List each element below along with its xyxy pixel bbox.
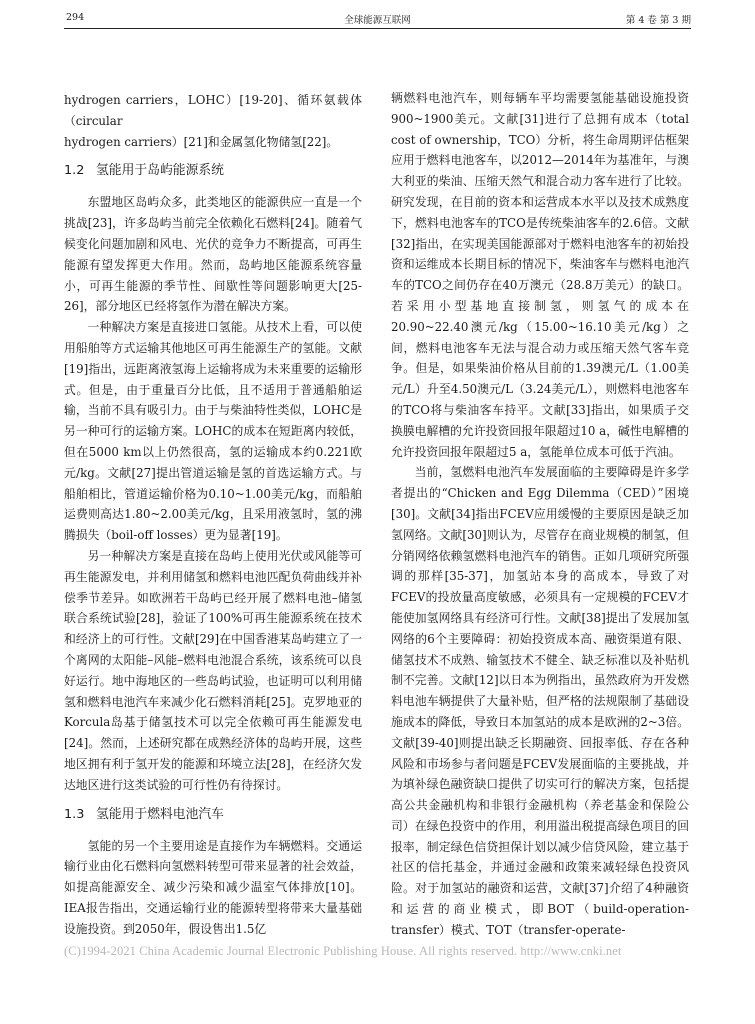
paragraph-continued: 辆燃料电池汽车，则每辆车平均需要氢能基础设施投资900~1900美元。文献[31]进行了总拥有成本（total cost of ownership，TCO）分析，将生命周期评估框架应用于燃料电池客车，以2012—2014年为基准年，与澳大利亚的柴油、压缩天然气和混合动力客车进行了比较。研究发现，在目前的资本和运营成本水平以及技术成熟度下，燃料电池客车的TCO是传统柴油客车的2.6倍。文献[32]指出，在实现美国能源部对于燃料电池客车的初始投资和运维成本长期目标的情况下，柴油客车与燃料电池汽车的TCO之间仍存在40万澳元（28.8万美元）的缺口。若采用小型基地直接制氢，则氢气的成本在20.90~22.40澳元/kg（15.00~16.10美元/kg）之间，燃料电池客车无法与混合动力或压缩天然气客车竞争。但是，如果柴油价格从目前的1.39澳元/L（1.00美元/L）升至4.50澳元/L（3.24美元/L），则燃料电池客车的TCO将与柴油客车持平。文献[33]指出，如果质子交换膜电解槽的允许投资回报年限超过10 a，碱性电解槽的允许投资回报年限超过5 a，氢能单位成本可低于汽油。 [391,91,689,459]
paragraph: 氢能的另一个主要用途是直接作为车辆燃料。交通运输行业由化石燃料向氢燃料转型可带来显著的社会效益，如提高能源安全、减少污染和减少温室气体排放[10]。IEA报告指出，交通运输行业的能源转型将带来大量基础设施投资。到2050年，假设售出1.5亿 [64,838,362,936]
paragraph: 当前，氢燃料电池汽车发展面临的主要障碍是许多学者提出的“Chicken and Egg Dilemma（CED）”困境[30]。文献[34]指出FCEV应用缓慢的主要原因是缺乏加氢网络。文献[30]则认为，尽管存在商业规模的制氢，但分销网络依赖氢燃料电池汽车的销售。正如几项研究所强调的那样[35-37]，加氢站本身的高成本，导致了对FCEV的投放量高度敏感，必须具有一定规模的FCEV才能使加氢网络具有经济可行性。文献[38]提出了发展加氢网络的6个主要障碍：初始投资成本高、融资渠道有限、储氢技术不成熟、输氢技术不健全、缺乏标准以及补贴机制不完善。文献[12]以日本为例指出，虽然政府为开发燃料电池车辆提供了大量补贴，但严格的法规限制了基础设施成本的降低，导致日本加氢站的成本是欧洲的2~3倍。文献[39-40]则提出缺乏长期融资、回报率低、存在各种风险和市场参与者问题是FCEV发展面临的主要挑战，并为填补绿色融资缺口提供了切实可行的解决方案，包括提高公共金融机构和非银行金融机构（养老基金和保险公司）在绿色投资中的作用，利用溢出税提高绿色项目的回报率，制定绿色信贷担保计划以减少信贷风险，建立基于社区的信托基金，并通过金融和政策来减轻绿色投资风险。对于加氢站的融资和运营，文献[37]介绍了4种融资和运营的商业模式，即BOT（build-operation-transfer）模式、TOT（transfer-operate- [391,465,689,937]
section-title: 氢能用于岛屿能源系统 [96,163,224,179]
right-column [391,88,689,941]
journal-title: 全球能源互联网 [344,15,411,26]
section-number: 1.3 [64,806,85,822]
left-column [64,90,362,939]
paragraph: 一种解决方案是直接进口氢能。从技术上看，可以使用船舶等方式运输其他地区可再生能源生产的氢能。文献[19]指出，远距离液氢海上运输将成为未来重要的运输形式。但是，由于重量百分比低，且不适用于普通船舶运输，当前不具有吸引力。由于与柴油特性类似，LOHC是另一种可行的运输方案。LOHC的成本在短距离内较低，但在5000 km以上仍然很高，氢的运输成本约0.221欧元/kg。文献[27]提出管道运输是氢的首选运输方式。与船舶相比，管道运输价格为0.10~1.00美元/kg，而船舶运费则高达1.80~2.00美元/kg，且采用液氢时，氢的沸腾损失（boil-off losses）更为显著[19]。 [64,320,362,543]
copyright-watermark: (C)1994-2021 China Academic Journal Electronic Publishing House. All rights reserved. http://www.cnki.net [64,944,622,958]
header-rule [64,28,691,29]
section-number: 1.2 [64,163,85,179]
intro-line: hydrogen carriers）[21]和金属氢化物储氢[22]。 [64,134,339,149]
intro-line: hydrogen carriers，LOHC）[19-20]、循环氨载体（circular [64,93,362,128]
paragraph: 另一种解决方案是直接在岛屿上使用光伏或风能等可再生能源发电，并利用储氢和燃料电池匹配负荷曲线并补偿季节差异。如欧洲若干岛屿已经开展了燃料电池–储氢联合系统试验[28]，验证了100%可再生能源系统在技术和经济上的可行性。文献[29]在中国香港某岛屿建立了一个离网的太阳能–风能–燃料电池混合系统，该系统可以良好运行。地中海地区的一些岛屿试验，也证明可以利用储氢和燃料电池汽车来减少化石燃料消耗[25]。克罗地亚的Korcula岛基于储氢技术可以完全依赖可再生能源发电[24]。然而，上述研究都在成熟经济体的岛屿开展，这些地区拥有利于氢开发的能源和环境立法[28]，在经济欠发达地区进行这类试验的可行性仍有待探讨。 [64,548,362,792]
paragraph: 东盟地区岛屿众多，此类地区的能源供应一直是一个挑战[23]，许多岛屿当前完全依赖化石燃料[24]。随着气候变化问题加剧和风电、光伏的竞争力不断提高，可再生能源有望发挥更大作用。然而，岛屿地区能源系统容量小，可再生能源的季节性、间歇性等问题影响更大[25-26]，部分地区已经将氢作为潜在解决方案。 [64,195,362,314]
page-header [0,6,755,28]
section-title: 氢能用于燃料电池汽车 [96,806,224,822]
section-heading-1-2 [64,160,362,182]
section-heading-1-3 [64,804,362,826]
page-number: 294 [66,12,85,23]
volume-issue: 第 4 卷 第 3 期 [625,15,691,26]
